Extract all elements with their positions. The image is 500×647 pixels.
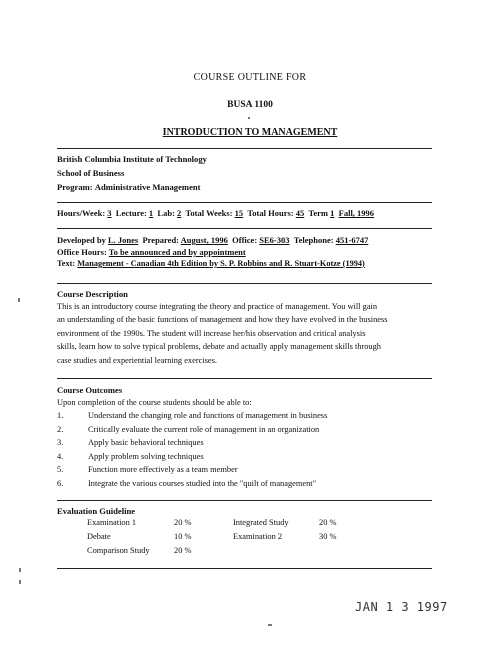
list-item	[57, 411, 327, 420]
item-text: Function more effectively as a team member	[88, 465, 238, 474]
program-value: Administrative Management	[94, 182, 201, 192]
institution-name: British Columbia Institute of Technology	[57, 154, 207, 164]
office-hours-label: Office Hours:	[57, 247, 107, 257]
item-text: Integrate the various courses studied into the "quilt of management"	[88, 478, 317, 488]
document-heading: COURSE OUTLINE FOR	[193, 72, 307, 83]
lecture-value: 1	[148, 208, 154, 218]
scan-speck	[19, 568, 21, 572]
developer-name: L. Jones	[108, 235, 139, 245]
item-number: 2.	[57, 424, 64, 434]
scan-speck	[248, 117, 250, 119]
textbook-value: Management - Canadian 4th Edition by S. P. Robbins and R. Stuart-Kotze (1994)	[77, 259, 365, 268]
description-line: case studies and experiential learning exercises.	[57, 355, 217, 365]
item-number: 4.	[57, 451, 64, 461]
eval-item: Debate	[87, 532, 111, 541]
eval-percent: 30 %	[319, 532, 337, 541]
scan-speck	[18, 298, 20, 302]
prepared-date: August, 1996	[180, 235, 228, 245]
item-text: Apply basic behavioral techniques	[88, 438, 204, 447]
list-item	[57, 425, 319, 434]
item-text: Critically evaluate the current role of management in an organization	[88, 424, 320, 434]
divider	[57, 500, 432, 501]
eval-percent: 20 %	[319, 518, 337, 527]
description-line: This is an introductory course integrating the theory and practice of management. You will gain	[57, 302, 378, 311]
term-season: Fall, 1996	[338, 208, 375, 218]
term-label: Term	[308, 208, 329, 218]
telephone-label: Telephone:	[293, 235, 334, 245]
textbook-label: Text:	[57, 259, 76, 268]
hours-line	[57, 207, 374, 219]
item-text: Apply problem solving techniques	[88, 451, 204, 461]
weeks-value: 15	[234, 208, 244, 218]
prepared-label: Prepared:	[142, 235, 179, 245]
divider	[57, 283, 432, 284]
office-hours-value: To be announced and by appointment	[108, 247, 246, 257]
developed-line	[57, 234, 368, 246]
lab-label: Lab:	[157, 208, 175, 218]
eval-percent: 20 %	[174, 546, 192, 555]
item-number: 1.	[57, 411, 64, 420]
description-line: skills, learn how to solve typical problems, debate and actually apply management skills through	[57, 342, 381, 352]
office-value: SE6-303	[259, 235, 290, 245]
divider	[57, 228, 432, 229]
received-date-stamp: JAN 1 3 1997	[355, 600, 448, 614]
eval-item: Examination 2	[233, 532, 283, 541]
section-title: Course Outcomes	[57, 385, 123, 395]
office-hours-line	[57, 246, 246, 258]
description-line: environment of the 1990s. The student will increase her/his observation and critical analysis	[57, 328, 366, 338]
program-label: Program:	[57, 182, 93, 192]
text-line	[57, 258, 365, 270]
item-number: 6.	[57, 478, 64, 488]
total-hours-value: 45	[295, 208, 305, 218]
eval-percent: 10 %	[174, 532, 192, 541]
list-item	[57, 438, 204, 447]
eval-item: Integrated Study	[233, 518, 289, 527]
divider	[57, 148, 432, 149]
scan-speck	[268, 624, 272, 626]
scan-speck	[19, 580, 21, 584]
divider	[57, 568, 432, 569]
section-title: Course Description	[57, 289, 128, 299]
term-value: 1	[330, 208, 335, 218]
divider	[57, 202, 432, 203]
lecture-label: Lecture:	[115, 208, 147, 218]
lab-value: 2	[177, 208, 182, 218]
telephone-value: 451-6747	[335, 235, 369, 245]
item-number: 3.	[57, 438, 64, 447]
evaluation-section	[57, 505, 437, 575]
program-line	[57, 181, 201, 193]
item-number: 5.	[57, 465, 64, 474]
list-item	[57, 465, 238, 474]
item-text: Understand the changing role and functions of management in business	[88, 411, 328, 420]
office-label: Office:	[232, 235, 258, 245]
course-code: BUSA 1100	[227, 100, 273, 110]
list-item	[57, 452, 204, 461]
outcomes-intro: Upon completion of the course students should be able to:	[57, 398, 252, 407]
weeks-label: Total Weeks:	[185, 208, 233, 218]
total-hours-label: Total Hours:	[247, 208, 294, 218]
divider	[57, 378, 432, 379]
eval-item: Examination 1	[87, 518, 137, 527]
list-item	[57, 479, 316, 488]
school-name: School of Business	[57, 168, 125, 178]
description-line: an understanding of the basic functions of management and how they have evolved in the business	[57, 315, 388, 325]
hours-value: 3	[107, 208, 112, 218]
eval-item: Comparison Study	[87, 546, 150, 555]
eval-percent: 20 %	[174, 518, 192, 527]
hours-label: Hours/Week:	[57, 208, 106, 218]
course-title: INTRODUCTION TO MANAGEMENT	[162, 127, 338, 138]
section-title: Evaluation Guideline	[57, 506, 136, 516]
developed-label: Developed by	[57, 235, 106, 245]
